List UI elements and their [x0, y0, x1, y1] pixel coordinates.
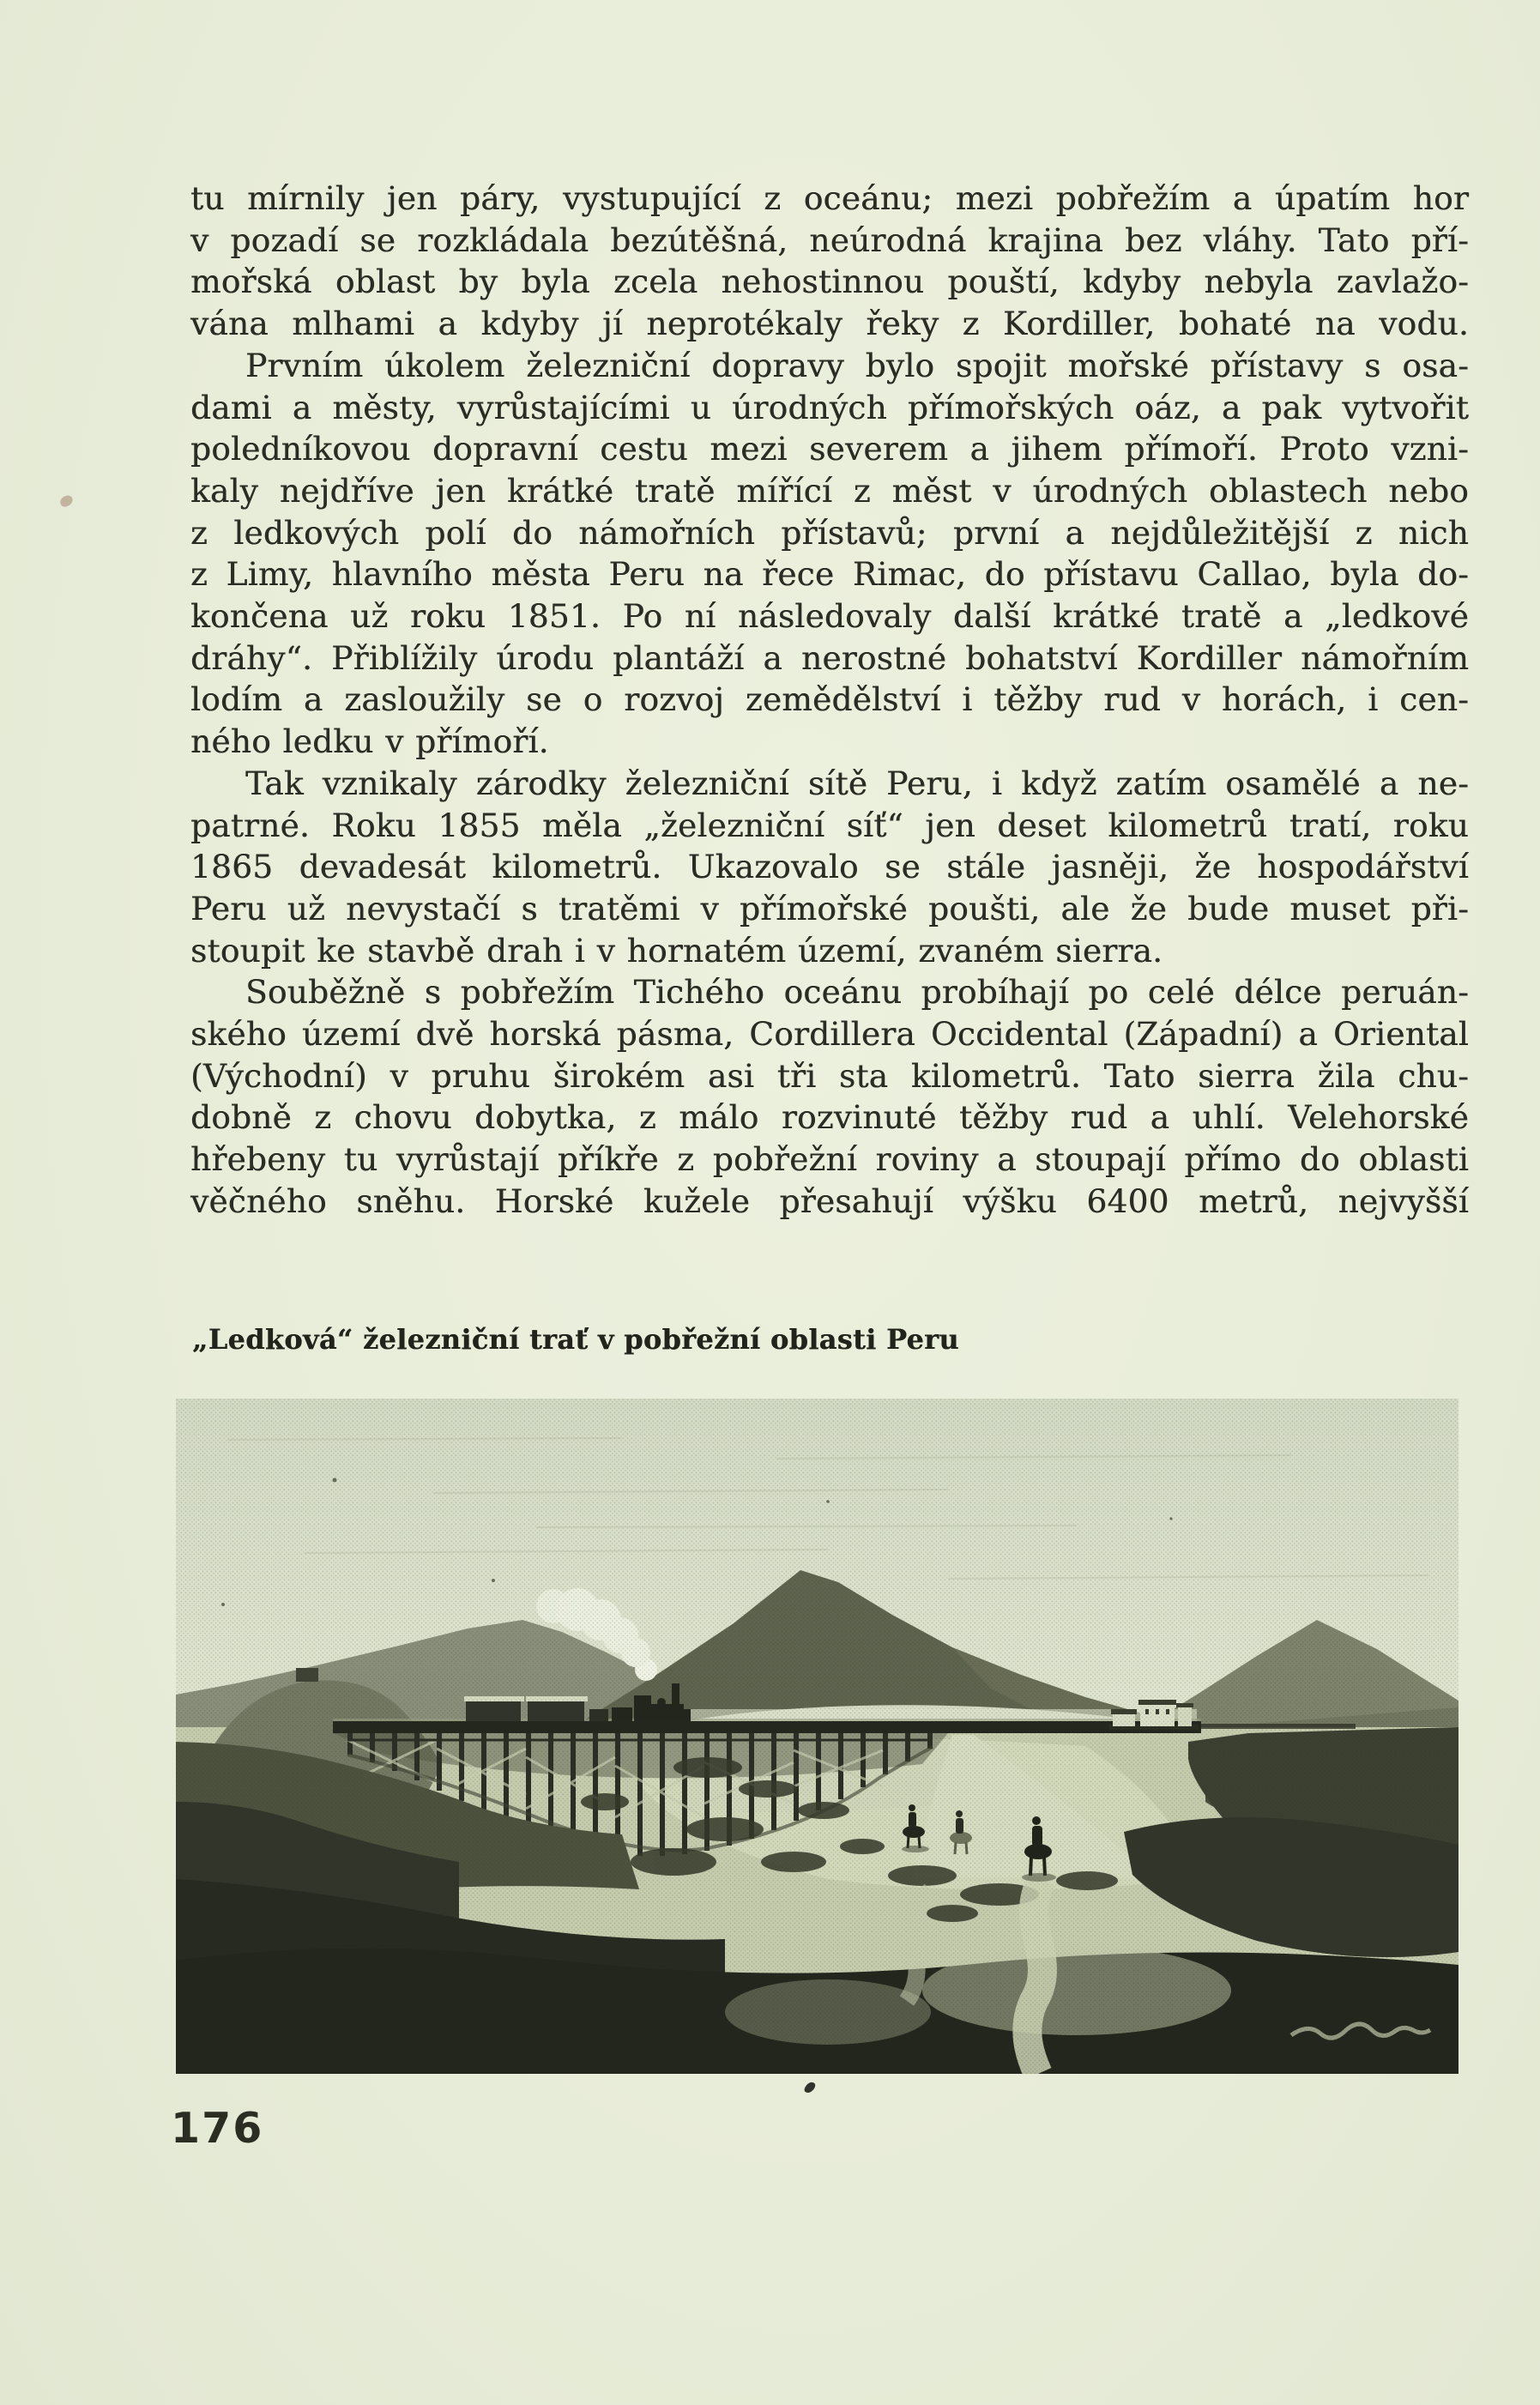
trestle-bridge-engraving	[176, 1399, 1458, 2074]
body-text	[190, 178, 1469, 1223]
text-line: ného ledku v přímoří.	[190, 722, 549, 761]
text-line: patrné. Roku 1855 měla „železniční síť“ jen deset kilometrů tratí, roku	[190, 806, 1469, 844]
text-line: poledníkovou dopravní cestu mezi severem a jihem přímoří. Proto vzni-	[190, 430, 1469, 468]
ink-speck	[803, 2080, 816, 2094]
text-line: kaly nejdříve jen krátké tratě mířící z měst v úrodných oblastech nebo	[190, 471, 1469, 510]
text-line: dobně z chovu dobytka, z málo rozvinuté těžby rud a uhlí. Velehorské	[190, 1098, 1469, 1137]
figure-illustration	[176, 1399, 1458, 2074]
text-line: lodím a zasloužily se o rozvoj zemědělství i těžby rud v horách, i cen-	[190, 680, 1469, 719]
text-line: Prvním úkolem železniční dopravy bylo spojit mořské přístavy s osa-	[245, 346, 1469, 384]
figure-caption: „Ledková“ železniční trať v pobřežní oblasti Peru	[192, 1323, 959, 1356]
text-line: Peru už nevystačí s tratěmi v přímořské poušti, ale že bude muset při-	[190, 889, 1469, 928]
text-line: ského území dvě horská pásma, Cordillera Occidental (Západní) a Oriental	[190, 1015, 1469, 1054]
text-line: Souběžně s pobřežím Tichého oceánu probíhají po celé délce peruán-	[245, 973, 1469, 1012]
text-line: tu mírnily jen páry, vystupující z oceánu; mezi pobřežím a úpatím hor	[190, 179, 1469, 217]
text-line: mořská oblast by byla zcela nehostinnou pouští, kdyby nebyla zavlažo-	[190, 263, 1469, 301]
text-line: věčného sněhu. Horské kužele přesahují výšku 6400 metrů, nejvyšší	[190, 1181, 1469, 1220]
text-line: Tak vznikaly zárodky železniční sítě Peru, i když zatím osamělé a ne-	[245, 764, 1469, 802]
text-line: končena už roku 1851. Po ní následovaly další krátké tratě a „ledkové	[190, 597, 1469, 636]
text-line: z Limy, hlavního města Peru na řece Rimac, do přístavu Callao, byla do-	[190, 555, 1469, 594]
halftone-texture	[176, 1399, 1458, 2074]
page-number: 176	[171, 2104, 264, 2153]
text-line: stoupit ke stavbě drah i v hornatém území, zvaném sierra.	[190, 931, 1163, 970]
text-line: dráhy“. Přiblížily úrodu plantáží a nerostné bohatství Kordiller námořním	[190, 638, 1469, 677]
text-line: z ledkových polí do námořních přístavů; první a nejdůležitější z nich	[190, 513, 1469, 552]
text-line: dami a městy, vyrůstajícími u úrodných přímořských oáz, a pak vytvořit	[190, 388, 1469, 426]
paper-fleck	[58, 494, 74, 508]
text-line: v pozadí se rozkládala bezútěšná, neúrodná krajina bez vláhy. Tato pří-	[190, 221, 1469, 259]
text-line: hřebeny tu vyrůstají příkře z pobřežní roviny a stoupají přímo do oblasti	[190, 1140, 1469, 1179]
text-line: vána mlhami a kdyby jí neprotékaly řeky z Kordiller, bohaté na vodu.	[190, 305, 1469, 343]
text-line: (Východní) v pruhu širokém asi tři sta kilometrů. Tato sierra žila chu-	[190, 1056, 1469, 1095]
text-line: 1865 devadesát kilometrů. Ukazovalo se stále jasněji, že hospodářství	[190, 848, 1469, 886]
